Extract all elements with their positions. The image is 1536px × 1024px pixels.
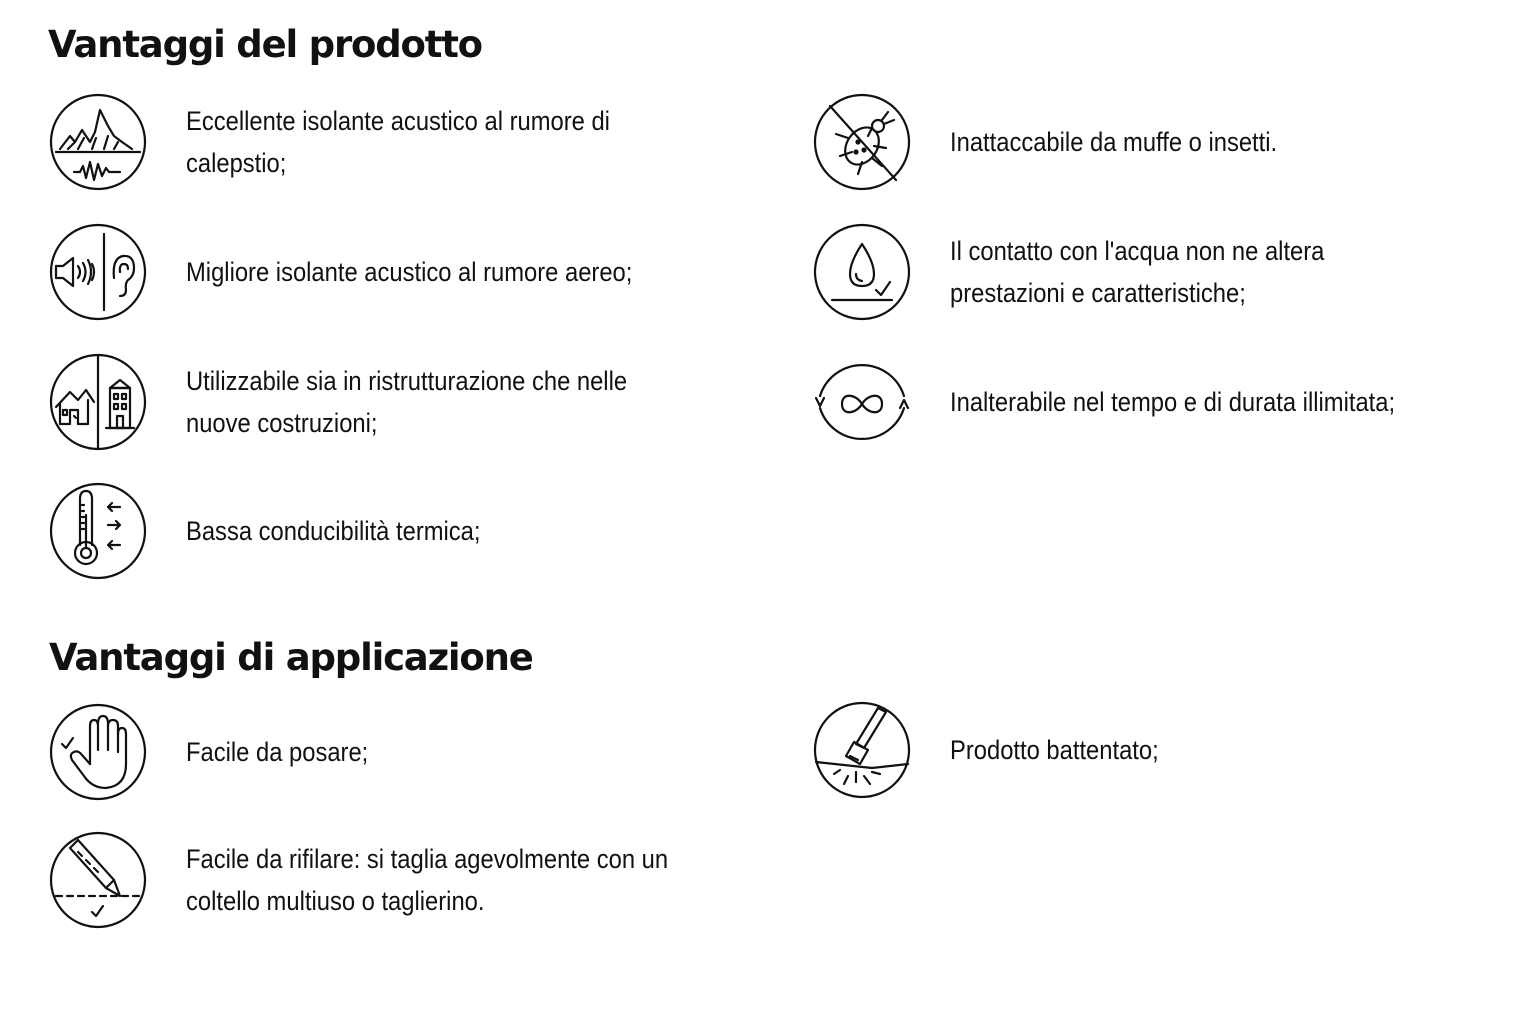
text-line: coltello multiuso o taglierino. <box>186 886 485 916</box>
feature-text <box>950 381 1395 423</box>
section-heading-product: Vantaggi del prodotto <box>48 23 482 66</box>
feature-text <box>950 230 1324 314</box>
houses-renovation-icon <box>48 352 148 452</box>
text-line: prestazioni e caratteristiche; <box>950 278 1246 308</box>
infinity-cycle-icon <box>812 352 912 452</box>
text-line: nuove costruzioni; <box>186 408 378 438</box>
text-line: Facile da rifilare: si taglia agevolmente con un <box>186 844 669 874</box>
text-line: Il contatto con l'acqua non ne altera <box>950 236 1325 266</box>
text-line: Bassa conducibilità termica; <box>186 516 481 546</box>
no-bug-icon <box>812 92 912 192</box>
thermometer-arrows-icon <box>48 481 148 581</box>
feature-text <box>186 510 480 552</box>
text-line: Inattaccabile da muffe o insetti. <box>950 127 1278 157</box>
feature-text <box>186 360 627 444</box>
cutter-knife-icon <box>48 830 148 930</box>
feature-text <box>186 251 632 293</box>
section-heading-application: Vantaggi di applicazione <box>49 636 533 679</box>
hammer-tamping-icon <box>812 700 912 800</box>
text-line: Prodotto battentato; <box>950 735 1159 765</box>
text-line: Inalterabile nel tempo e di durata illimitata; <box>950 387 1396 417</box>
text-line: calepstio; <box>186 148 287 178</box>
text-line: Migliore isolante acustico al rumore aereo; <box>186 257 633 287</box>
feature-text <box>950 121 1277 163</box>
text-line: Utilizzabile sia in ristrutturazione che nelle <box>186 366 628 396</box>
feature-text <box>186 838 668 922</box>
text-line: Facile da posare; <box>186 737 369 767</box>
feature-text <box>186 731 368 773</box>
water-drop-check-icon <box>812 222 912 322</box>
feature-text <box>950 729 1159 771</box>
feature-text <box>186 100 610 184</box>
speaker-wall-ear-icon <box>48 222 148 322</box>
hand-check-icon <box>48 702 148 802</box>
mountain-soundwave-icon <box>48 92 148 192</box>
text-line: Eccellente isolante acustico al rumore di <box>186 106 610 136</box>
